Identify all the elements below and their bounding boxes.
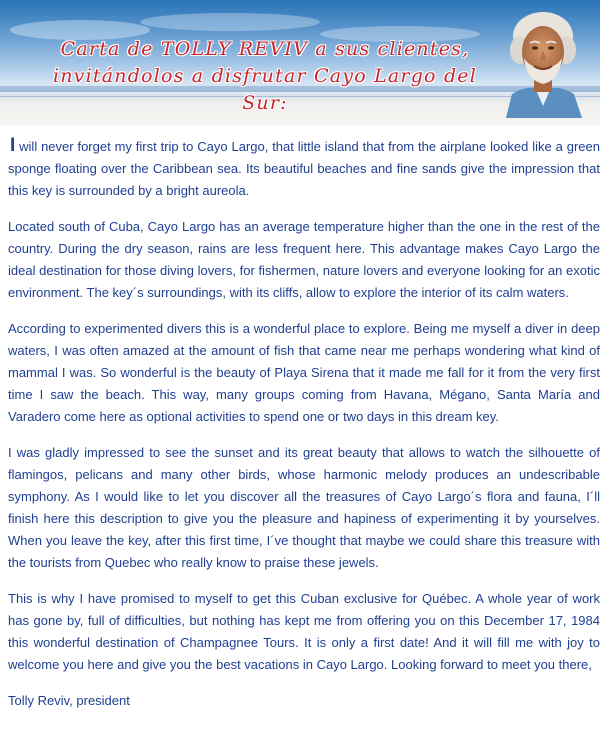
paragraph-2: Located south of Cuba, Cayo Largo has an average temperature higher than the one in the rest of the country. During the dry season, rains are less frequent here. This advantage makes Cayo Largo the ideal destination for those diving lovers, for fishermen, nature lovers and everyone looking for an exotic environment. The key´s surroundings, with its cliffs, allow to explore the interior of its calm waters. <box>8 219 600 300</box>
header-banner <box>0 0 600 125</box>
paragraph-3: According to experimented divers this is a wonderful place to explore. Being me myself a diver in deep waters, I was often amazed at the amount of fish that came near me perhaps wondering what kind of mammal I was. So wonderful is the beauty of Playa Sirena that it made me fall for it from the very first time I saw the beach. This way, many groups coming from Havana, Mégano, Santa María and Varadero come here as optional activities to spend one or two days in this dream key. <box>8 321 600 424</box>
paragraph-4: I was gladly impressed to see the sunset and its great beauty that allows to watch the silhouette of flamingos, pelicans and many other birds, whose harmonic melody produces an undescribable symphony. As I would like to let you discover all the treasures of Cayo Largo´s flora and fauna, I´ll finish here this description to give you the pleasure and hapiness of experimenting it by yourselves. When you leave the key, after this first time, I´ve thought that maybe we could share this treasure with the tourists from Quebec who really know to praise these jewels. <box>8 445 600 570</box>
signature: Tolly Reviv, president <box>8 693 130 708</box>
paragraph-1-text: will never forget my first trip to Cayo Largo, that little island that from the airplane looked like a green sponge floating over the Caribbean sea. Its beautiful beaches and fine sands give the impression that this key is surrounded by a bright aureola. <box>8 139 600 198</box>
paragraph-5: This is why I have promised to myself to get this Cuban exclusive for Québec. A whole year of work has gone by, full of difficulties, but nothing has kept me from offering you on this December 17, 1984 this wonderful destination of Champagnee Tours. It is only a first date! And it will fill me with joy to welcome you here and give you the best vacations in Cayo Largo. Looking forward to meet you there, <box>8 591 600 672</box>
portrait-photo-icon <box>498 6 588 118</box>
drop-cap: I <box>10 135 16 156</box>
banner-title <box>30 36 500 117</box>
letter-body <box>8 133 600 726</box>
banner-title-line2: invitándolos a disfrutar Cayo Largo del Sur: <box>52 65 478 114</box>
paragraph-1 <box>8 135 600 202</box>
banner-title-line1: Carta de TOLLY REVIV a sus clientes, <box>60 38 470 60</box>
